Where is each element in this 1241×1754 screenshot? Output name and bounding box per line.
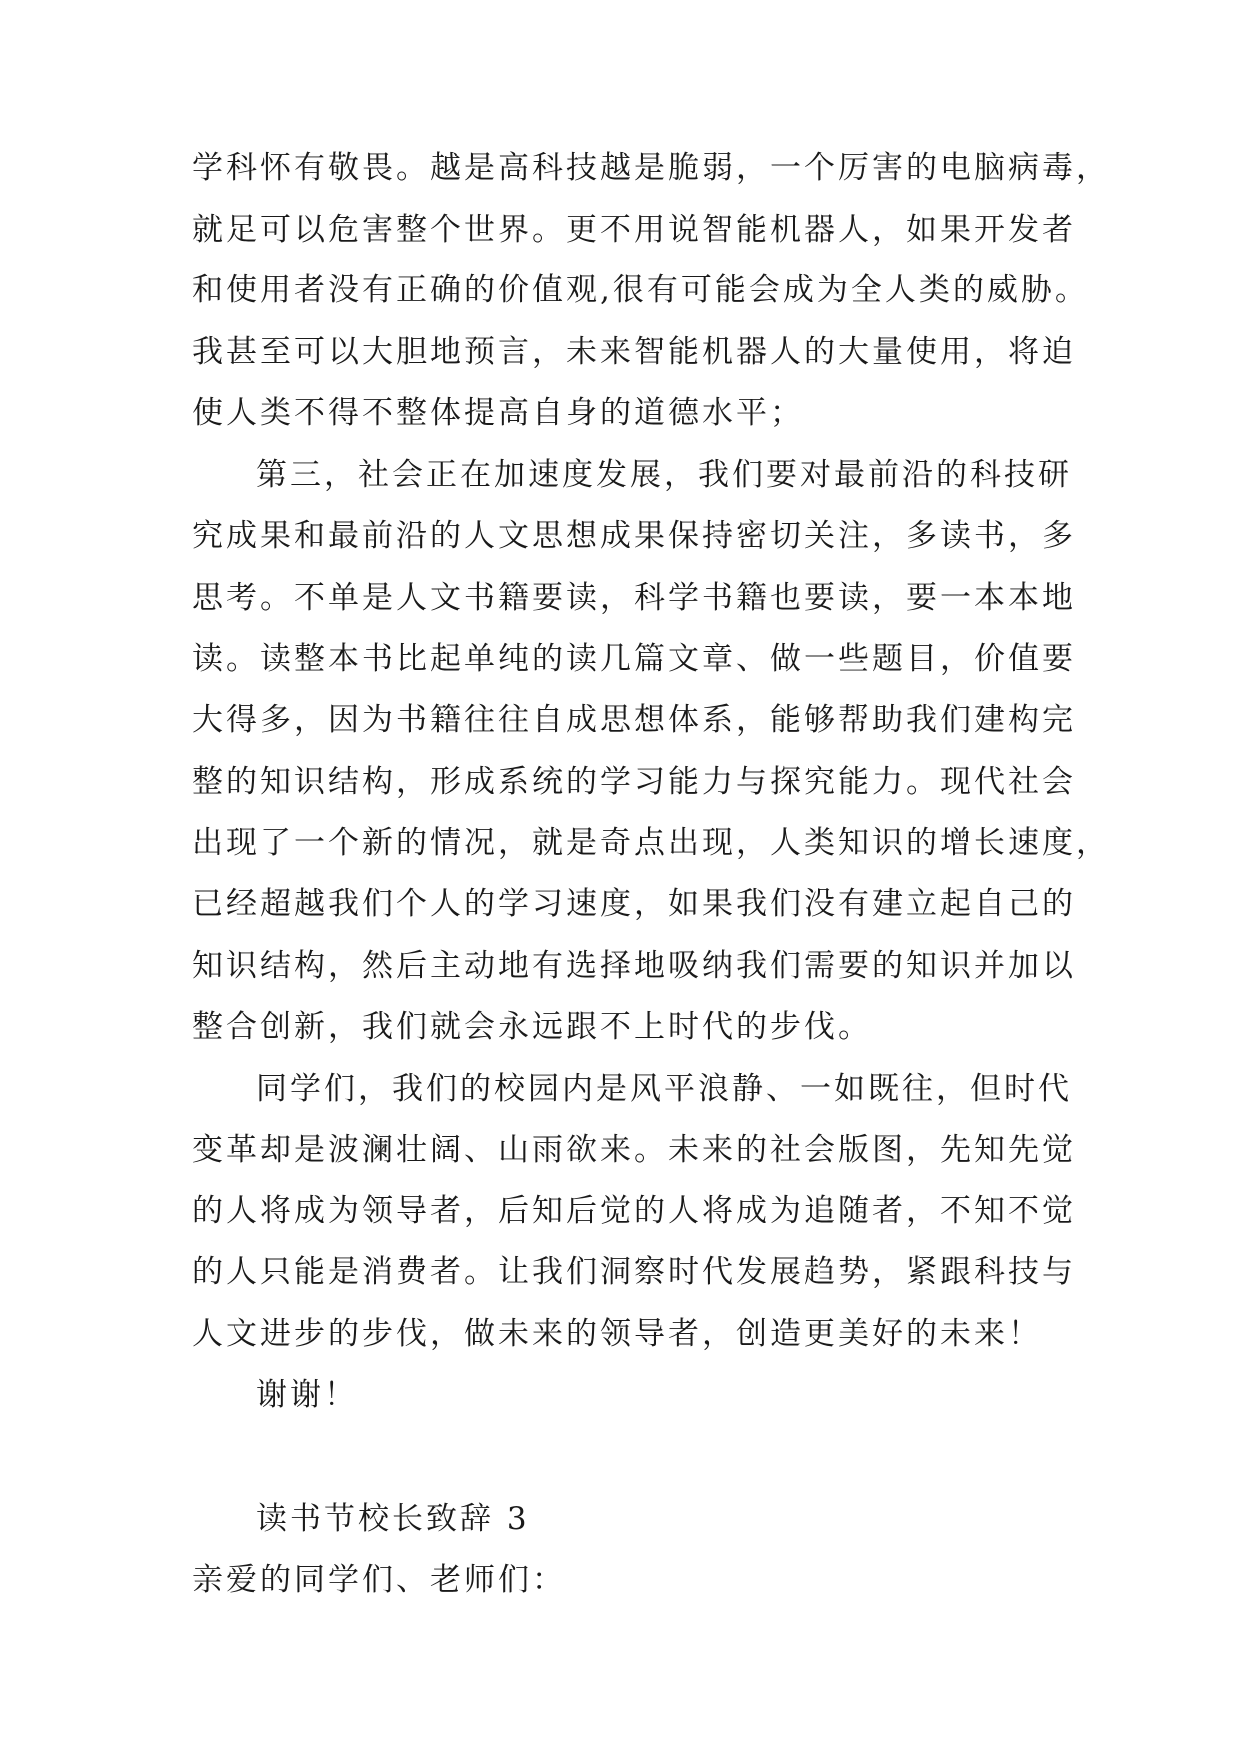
text-line: 知识结构，然后主动地有选择地吸纳我们需要的知识并加以 (192, 948, 1076, 984)
text-line: 整的知识结构，形成系统的学习能力与探究能力。现代社会 (192, 764, 1076, 800)
text-line: 第三，社会正在加速度发展，我们要对最前沿的科技研 (256, 457, 1072, 493)
text-line: 的人将成为领导者，后知后觉的人将成为追随者，不知不觉 (192, 1193, 1076, 1229)
text-line: 就足可以危害整个世界。更不用说智能机器人，如果开发者 (192, 212, 1076, 248)
text-line: 读。读整本书比起单纯的读几篇文章、做一些题目，价值要 (192, 641, 1076, 677)
salutation: 亲爱的同学们、老师们： (192, 1562, 566, 1598)
text-line: 同学们，我们的校园内是风平浪静、一如既往，但时代 (256, 1071, 1072, 1107)
text-line: 我甚至可以大胆地预言，未来智能机器人的大量使用，将迫 (192, 334, 1076, 370)
text-line: 人文进步的步伐，做未来的领导者，创造更美好的未来！ (192, 1316, 1042, 1352)
text-line: 究成果和最前沿的人文思想成果保持密切关注，多读书，多 (192, 518, 1076, 554)
text-line: 和使用者没有正确的价值观,很有可能会成为全人类的威胁。 (192, 272, 1089, 308)
text-line: 思考。不单是人文书籍要读，科学书籍也要读，要一本本地 (192, 580, 1076, 616)
section-title: 读书节校长致辞 3 (256, 1501, 530, 1537)
text-line: 变革却是波澜壮阔、山雨欲来。未来的社会版图，先知先觉 (192, 1132, 1076, 1168)
text-line: 整合创新，我们就会永远跟不上时代的步伐。 (192, 1009, 872, 1045)
text-line: 大得多，因为书籍往往自成思想体系，能够帮助我们建构完 (192, 702, 1076, 738)
text-line: 谢谢！ (256, 1377, 358, 1413)
text-line: 使人类不得不整体提高自身的道德水平； (192, 395, 804, 431)
text-line: 已经超越我们个人的学习速度，如果我们没有建立起自己的 (192, 886, 1076, 922)
text-line: 学科怀有敬畏。越是高科技越是脆弱，一个厉害的电脑病毒， (192, 150, 1110, 186)
text-line: 出现了一个新的情况，就是奇点出现，人类知识的增长速度， (192, 825, 1110, 861)
text-line: 的人只能是消费者。让我们洞察时代发展趋势，紧跟科技与 (192, 1254, 1076, 1290)
